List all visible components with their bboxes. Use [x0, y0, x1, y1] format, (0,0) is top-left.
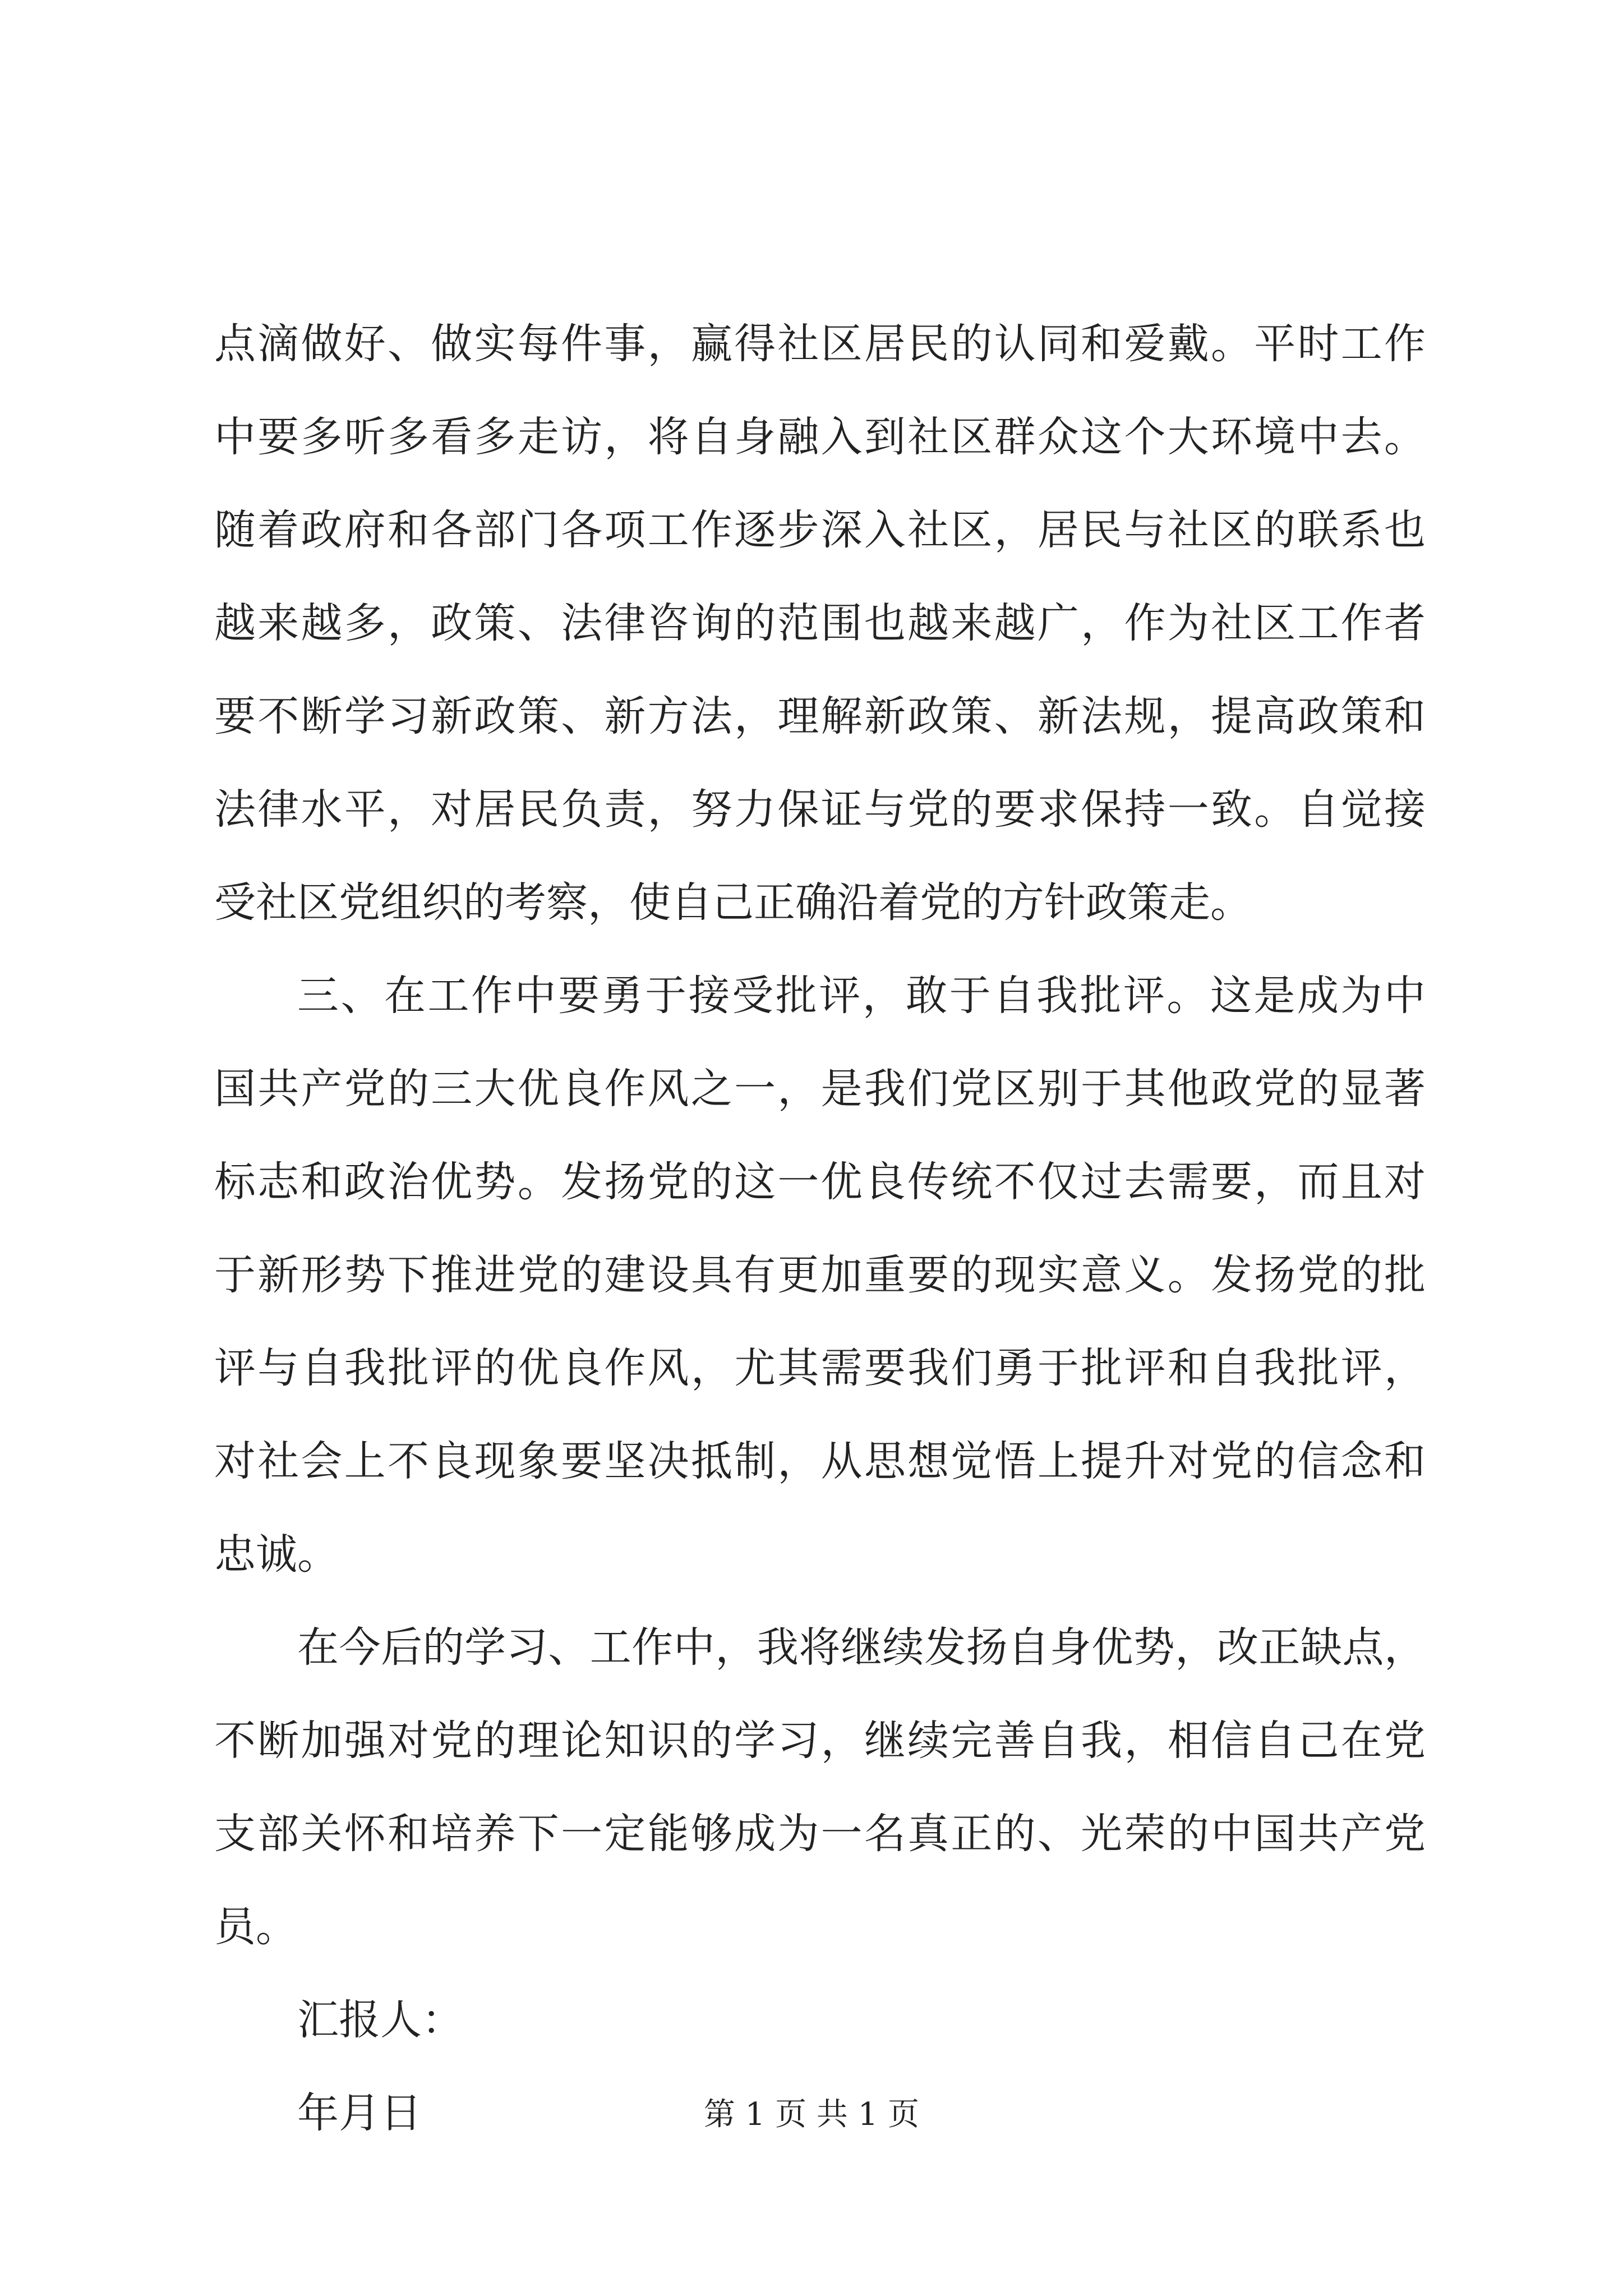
text-line: 员。 — [214, 1903, 297, 1951]
text-line: 于新形势下推进党的建设具有更加重要的现实意义。发扬党的批 — [214, 1251, 1426, 1299]
text-line: 越来越多，政策、法律咨询的范围也越来越广，作为社区工作者 — [214, 599, 1426, 647]
text-line: 要不断学习新政策、新方法，理解新政策、新法规，提高政策和 — [214, 692, 1426, 740]
paragraph-first-line: 三、在工作中要勇于接受批评，敢于自我批评。这是成为中 — [297, 972, 1426, 1020]
text-line: 对社会上不良现象要坚决抵制，从思想觉悟上提升对党的信念和 — [214, 1437, 1426, 1485]
text-line: 受社区党组织的考察，使自己正确沿着党的方针政策走。 — [214, 878, 1252, 927]
document-body — [214, 297, 1426, 2160]
text-line: 忠诚。 — [214, 1530, 339, 1579]
page-number-footer: 第 1 页 共 1 页 — [703, 2096, 920, 2133]
text-line: 支部关怀和培养下一定能够成为一名真正的、光荣的中国共产党 — [214, 1810, 1426, 1858]
text-line: 中要多听多看多走访，将自身融入到社区群众这个大环境中去。 — [214, 413, 1426, 461]
text-line: 不断加强对党的理论知识的学习，继续完善自我，相信自己在党 — [214, 1717, 1426, 1765]
text-line: 国共产党的三大优良作风之一，是我们党区别于其他政党的显著 — [214, 1065, 1426, 1113]
paragraph-first-line: 在今后的学习、工作中，我将继续发扬自身优势，改正缺点， — [297, 1623, 1426, 1672]
text-line: 法律水平，对居民负责，努力保证与党的要求保持一致。自觉接 — [214, 785, 1426, 834]
text-line: 点滴做好、做实每件事，赢得社区居民的认同和爱戴。平时工作 — [214, 320, 1426, 368]
text-line: 标志和政治优势。发扬党的这一优良传统不仅过去需要，而且对 — [214, 1158, 1426, 1206]
text-line: 评与自我批评的优良作风，尤其需要我们勇于批评和自我批评， — [214, 1344, 1426, 1392]
reporter-label: 汇报人： — [297, 1996, 463, 2044]
text-line: 随着政府和各部门各项工作逐步深入社区，居民与社区的联系也 — [214, 506, 1426, 554]
date-line: 年月日 — [297, 2089, 422, 2137]
